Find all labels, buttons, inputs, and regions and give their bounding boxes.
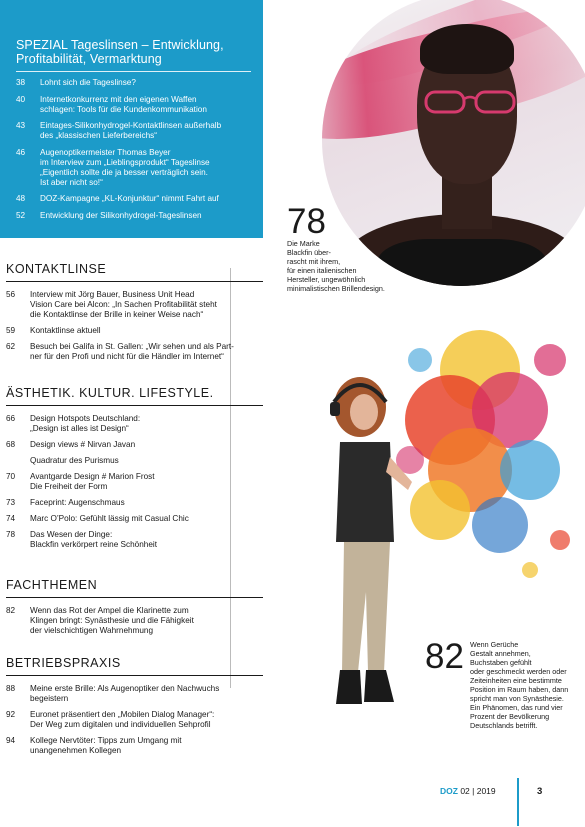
toc-page-number: 40	[16, 94, 26, 104]
toc-item[interactable]	[6, 736, 263, 756]
special-box	[0, 0, 263, 238]
woman-with-headphones-photo	[320, 372, 420, 732]
toc-page-number: 68	[6, 440, 16, 449]
toc-entry-text: Internetkonkurrenz mit den eigenen Waffen schlagen: Tools für die Kundenkommunikation	[40, 94, 207, 114]
footer-divider	[517, 778, 519, 826]
toc-entry-text: Avantgarde Design # Marion Frost Die Freiheit der Form	[30, 472, 155, 491]
toc-entry-text: Marc O’Polo: Gefühlt lässig mit Casual Chic	[30, 514, 189, 523]
footer-issue	[440, 786, 496, 796]
toc-page-number	[6, 456, 30, 466]
toc-item[interactable]	[6, 326, 263, 336]
special-divider	[16, 71, 251, 72]
toc-item[interactable]	[16, 194, 251, 204]
toc-page-number: 74	[6, 514, 16, 523]
toc-entry-text: Lohnt sich die Tageslinse?	[40, 78, 136, 87]
toc-item[interactable]	[16, 95, 251, 115]
toc-entry-text: Design views # Nirvan Javan	[30, 440, 136, 449]
toc-page-number: 92	[6, 710, 16, 719]
toc-entry-text: Euronet präsentiert den „Mobilen Dialog Manager“: Der Weg zum digitalen und individuellen Sehprofil	[30, 710, 215, 729]
toc-page-number: 46	[16, 147, 26, 157]
toc-page-number: 78	[6, 530, 16, 539]
toc-item[interactable]	[6, 342, 263, 362]
toc-item[interactable]	[6, 606, 263, 636]
toc-item[interactable]	[6, 440, 263, 450]
toc-entry-text: Interview mit Jörg Bauer, Business Unit Head Vision Care bei Alcon: „In Sachen Profitabilität steht die Kontaktlinse der Brille in keiner Weise nach“	[30, 290, 217, 319]
section-heading: FACHTHEMEN	[6, 578, 263, 598]
toc-page-number: 88	[6, 684, 16, 693]
callout-text: Wenn Gerüche Gestalt annehmen, Buchstaben gefühlt oder geschmeckt werden oder Zeiteinheiten eine bestimmte Position im Raum haben, dann spricht man von Synästhesie. Ein Phänomen, das rund vier Prozent der Bevölkerung Deutschlands betrifft.	[470, 640, 569, 730]
toc-entry-text: DOZ-Kampagne „KL-Konjunktur“ nimmt Fahrt auf	[40, 194, 219, 203]
toc-page-number: 43	[16, 121, 26, 130]
toc-entry-text: Quadratur des Purismus	[30, 456, 119, 465]
toc-page-number: 59	[6, 326, 16, 335]
toc-item[interactable]	[6, 710, 263, 730]
toc-item[interactable]	[6, 498, 263, 508]
toc-entry-text: Wenn das Rot der Ampel die Klarinette zum Klingen bringt: Synästhesie und die Fähigkeit der vielschichtigen Wahrnehmung	[30, 606, 194, 635]
toc-page-number: 52	[16, 210, 26, 220]
toc-entry-text: Entwicklung der Silikonhydrogel-Tageslinsen	[40, 210, 202, 220]
toc-page-number: 56	[6, 290, 16, 299]
toc-entry-text: Besuch bei Galifa in St. Gallen: „Wir sehen und als Part- ner für den Profi und nicht für die Händler im Internet“	[30, 342, 234, 361]
section-fachthemen	[0, 578, 263, 642]
toc-page-number: 73	[6, 498, 16, 507]
page-number: 3	[537, 786, 543, 797]
callout-78	[287, 202, 417, 293]
toc-page-number: 94	[6, 736, 16, 745]
section-betriebspraxis	[0, 656, 263, 762]
toc-entry-text: Faceprint: Augenschmaus	[30, 498, 125, 507]
toc-page-number: 82	[6, 606, 16, 615]
toc-item[interactable]	[6, 684, 263, 704]
toc-item[interactable]	[6, 514, 263, 524]
toc-entry-text: Design Hotspots Deutschland: „Design ist alles ist Design“	[30, 414, 141, 433]
section-heading: ÄSTHETIK. KULTUR. LIFESTYLE.	[6, 386, 263, 406]
toc-entry-text: Kontaktlinse aktuell	[30, 326, 101, 335]
callout-page-number: 82	[425, 637, 464, 676]
toc-page-number: 48	[16, 194, 26, 203]
toc-entry-text: Das Wesen der Dinge: Blackfin verkörpert reine Schönheit	[30, 530, 157, 549]
callout-text: Die Marke Blackfin über- rascht mit ihrem, für einen italienischen Hersteller, ungewöhnlich minimalistischen Brillendesign.	[287, 239, 385, 293]
section-heading: BETRIEBSPRAXIS	[6, 656, 263, 676]
toc-item[interactable]	[16, 121, 251, 141]
toc-entry-text: Augenoptikermeister Thomas Beyer im Interview zum „Lieblingsprodukt“ Tageslinse „Eigentlich sollte die ja besser verträglich sein. Ist aber nicht so!“	[40, 147, 210, 187]
toc-page-number: 38	[16, 78, 26, 87]
toc-item[interactable]	[16, 78, 251, 88]
section-heading: KONTAKTLINSE	[6, 262, 263, 282]
toc-item[interactable]	[6, 472, 263, 492]
toc-item[interactable]	[16, 148, 251, 188]
callout-page-number: 78	[287, 202, 326, 241]
toc-item[interactable]	[6, 414, 263, 434]
section-kontaktlinse	[0, 262, 263, 368]
toc-item[interactable]	[6, 290, 263, 320]
glasses-frame	[424, 89, 516, 115]
toc-item[interactable]	[6, 530, 263, 550]
footer-brand: DOZ	[440, 786, 458, 796]
toc-item[interactable]	[16, 211, 251, 221]
special-title: SPEZIAL Tageslinsen – Entwicklung, Profitabilität, Vermarktung	[16, 38, 224, 66]
section-aesthetik	[0, 386, 263, 556]
toc-entry-text: Eintages-Silikonhydrogel-Kontaktlinsen außerhalb des „klassischen Lieferbereichs“	[40, 121, 222, 140]
toc-page-number: 62	[6, 342, 16, 351]
toc-entry-text: Kollege Nervtöter: Tipps zum Umgang mit unangenehmen Kollegen	[30, 736, 182, 755]
footer-issue-number: 02 | 2019	[460, 786, 496, 796]
toc-page-number: 66	[6, 414, 16, 423]
toc-item[interactable]	[6, 456, 263, 466]
toc-page-number: 70	[6, 472, 16, 481]
callout-82	[425, 637, 585, 730]
toc-entry-text: Meine erste Brille: Als Augenoptiker den Nachwuchs begeistern	[30, 684, 220, 703]
